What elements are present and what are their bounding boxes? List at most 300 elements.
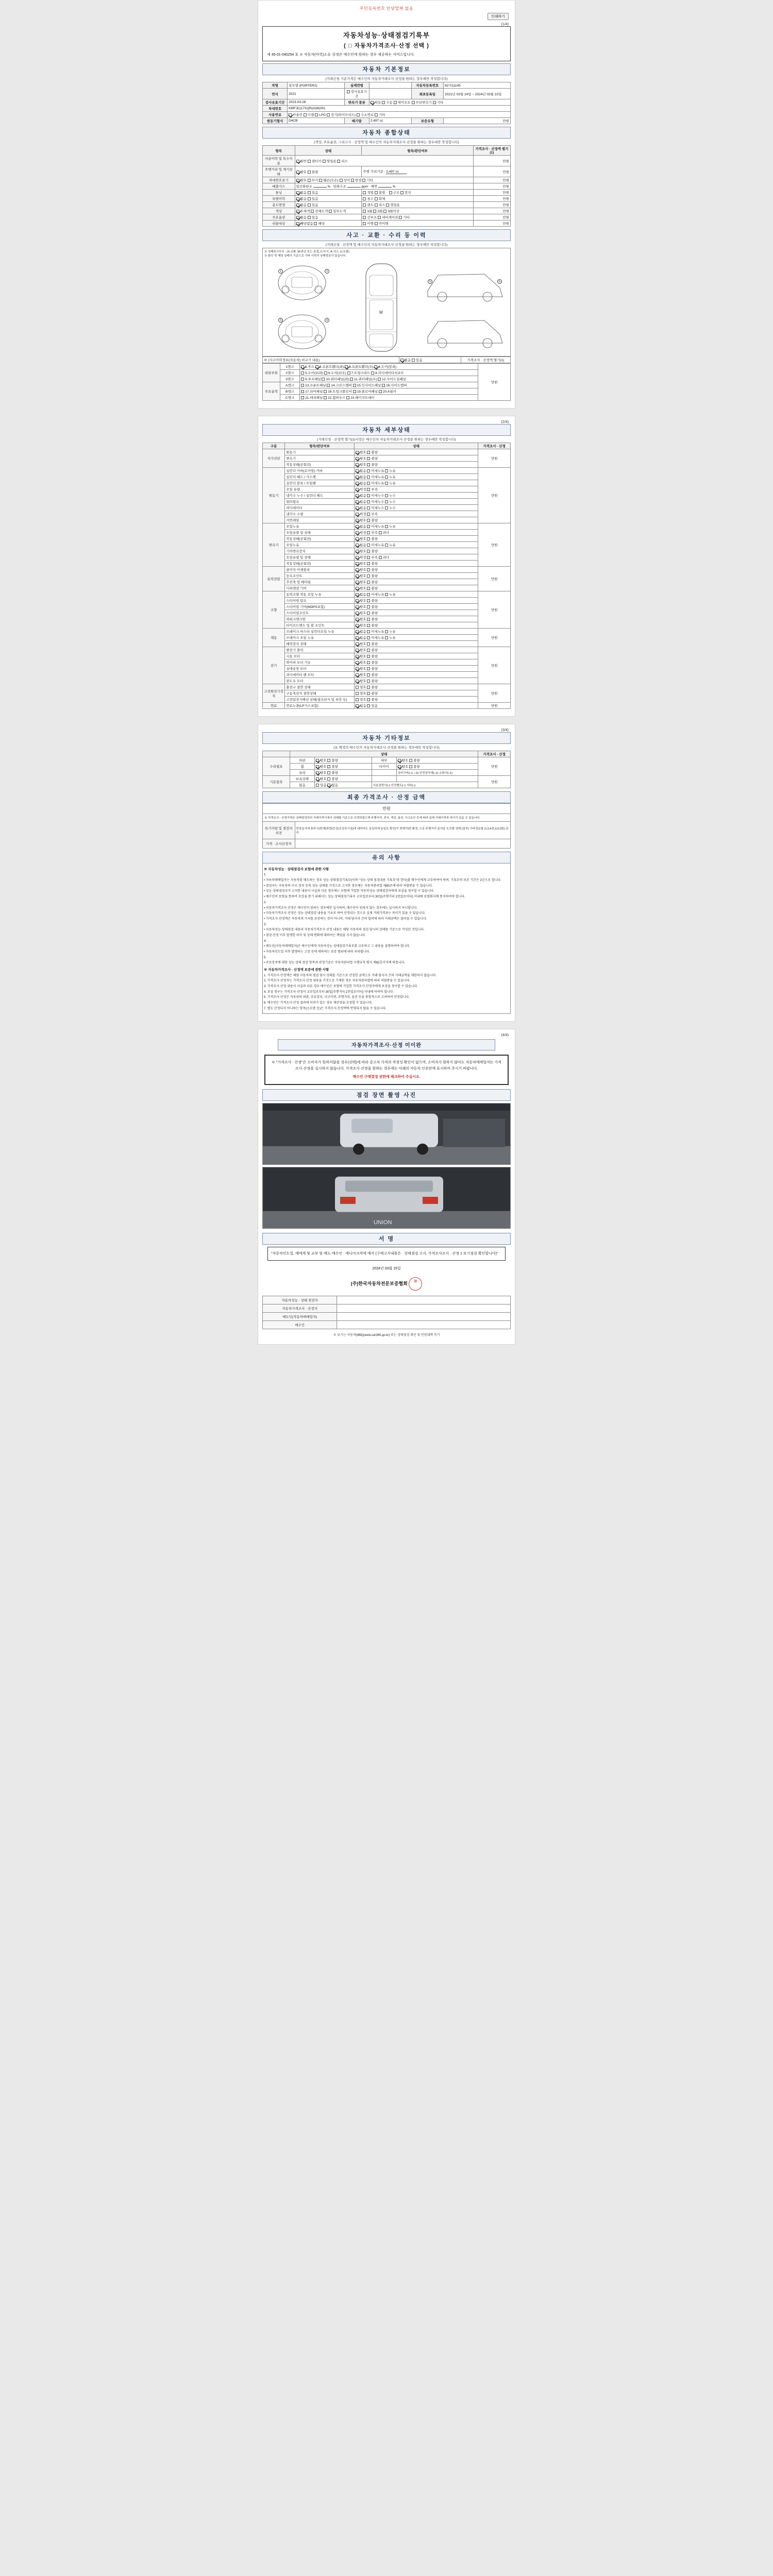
value-inspection-valid: 2023-03-28 <box>288 99 345 106</box>
checkbox-at-level-low[interactable] <box>367 531 370 534</box>
print-button[interactable]: 인쇄하기 <box>488 13 509 20</box>
checkbox-usage-normal[interactable] <box>296 160 299 163</box>
checkbox-tuning-device[interactable] <box>400 191 404 194</box>
checkbox-boil-leak[interactable] <box>385 636 388 639</box>
checkbox-mt-leak-none[interactable] <box>356 544 359 547</box>
checkbox-trunk-lid[interactable] <box>347 371 350 375</box>
checkbox-batt-bad[interactable] <box>367 692 370 695</box>
section-title-detail: 자동차 세부상태 <box>262 424 511 436</box>
checkbox-mt-idle-bad[interactable] <box>367 562 370 565</box>
checkbox-selfdiag-idle-good[interactable] <box>356 463 359 466</box>
checkbox-rear-panel[interactable] <box>301 390 304 393</box>
checkbox-rocker-none[interactable] <box>356 469 359 472</box>
detail-state-clutch: 양호 불량 <box>354 567 478 573</box>
checkbox-wheel-bad[interactable] <box>327 765 330 768</box>
caution-1-7: • 자동차가격조사·산정은 성능·상태점검 내용을 기초로 하여 산정되는 것으로 실제 거래가격과는 차이가 있을 수 있습니다. <box>264 912 426 916</box>
other-header-price: 가격조사 · 산정 <box>478 751 511 757</box>
detail-item-differential: 디퍼렌셜 기어 <box>285 585 355 591</box>
diagram-marker-3: 3 <box>278 318 283 323</box>
overall-row-emission-price: 만원 <box>473 183 510 190</box>
overall-row-color-label: 색상 <box>263 208 295 214</box>
checkbox-door-rl[interactable] <box>301 371 304 375</box>
caution-1-9: 3. <box>264 923 267 926</box>
checkbox-wiper-bad[interactable] <box>367 661 370 664</box>
detail-state-steering-joint: 양호 불량 <box>354 610 478 616</box>
checkbox-bmaster-micro[interactable] <box>367 630 370 633</box>
checkbox-at-leak-leak[interactable] <box>385 525 388 528</box>
checkbox-mileage-good[interactable] <box>296 171 299 174</box>
label-engine-type: 원동기형식 <box>263 118 288 124</box>
checkbox-wiper-good[interactable] <box>356 661 359 664</box>
checkbox-chargeport-bad[interactable] <box>367 686 370 689</box>
checkbox-fuel-lpg[interactable] <box>315 113 318 116</box>
checkbox-head-micro[interactable] <box>367 476 370 479</box>
detail-item-booster: 배력장치 상태 <box>285 641 355 647</box>
checkbox-kit-yes[interactable] <box>316 784 319 787</box>
sign-row-value-1[interactable] <box>337 1296 511 1304</box>
other-item-blank <box>372 776 396 782</box>
checkbox-selfdiag-engine-bad[interactable] <box>367 451 370 454</box>
checkbox-cross-member[interactable] <box>327 384 330 387</box>
detail-item-at-idle: 작동상태(공회전) <box>285 536 355 542</box>
checkbox-clutch-good[interactable] <box>356 568 359 571</box>
checkbox-block-leak[interactable] <box>385 482 388 485</box>
checkbox-option-none[interactable] <box>296 216 299 219</box>
detail-state-cv-joint: 양호 불량 <box>354 573 478 579</box>
checkbox-unused[interactable] <box>347 90 350 93</box>
checkbox-recall-yes[interactable] <box>314 222 317 225</box>
checkbox-a-pillar[interactable] <box>379 390 382 393</box>
checkbox-recall-na[interactable] <box>296 222 299 225</box>
detail-state-idle: 양호 불량 <box>354 462 478 468</box>
checkbox-mt-idle-good[interactable] <box>356 562 359 565</box>
emission-co-value <box>313 187 327 188</box>
detail-state-fuel-leak: 없음 있음 <box>354 703 478 709</box>
transmission-choices: 자동 수동 세미오토 무단변속기 기타 <box>369 99 510 106</box>
page-mark-1: (1/4) <box>501 23 509 26</box>
checkbox-outer-bad[interactable] <box>327 759 330 762</box>
section-title-cautions: 유의 사항 <box>262 852 511 863</box>
detail-state-engine: 양호 불량 <box>354 449 478 455</box>
other-item-glass: 유리 <box>290 770 314 776</box>
checkbox-hvwire-bad[interactable] <box>367 698 370 701</box>
checkbox-head-leak[interactable] <box>385 476 388 479</box>
checkbox-side-member[interactable] <box>382 384 385 387</box>
checkbox-front-fender-l[interactable] <box>315 365 318 368</box>
overall-row-special-price: 만원 <box>473 196 510 202</box>
checkbox-roof-panel[interactable] <box>301 378 304 381</box>
checkbox-usechange-rent[interactable] <box>363 204 366 207</box>
detail-item-cv-joint: 등속조인트 <box>285 573 355 579</box>
checkbox-radiator-none[interactable] <box>356 506 359 510</box>
checkbox-diff-good[interactable] <box>356 587 359 590</box>
detail-item-block-oilpan: 실린더 블록 / 오일팬 <box>285 480 355 486</box>
checkbox-rocker-leak[interactable] <box>385 469 388 472</box>
overall-row-mileage-choices: 양호 불량 <box>295 166 362 177</box>
checkbox-prop-bad[interactable] <box>367 581 370 584</box>
detail-item-engine: 원동기 <box>285 449 355 455</box>
checkbox-mt-leak-leak[interactable] <box>385 544 388 547</box>
detail-header-state: 상태 <box>354 443 478 449</box>
car-damage-diagram <box>262 259 511 357</box>
detail-item-clutch: 클러치 어셈블리 <box>285 567 355 573</box>
section-title-basic: 자동차 기본정보 <box>262 63 511 75</box>
checkbox-pump-none[interactable] <box>356 500 359 503</box>
checkbox-fan-bad[interactable] <box>367 673 370 676</box>
sign-row-value-2[interactable] <box>337 1304 511 1313</box>
checkbox-alt-bad[interactable] <box>367 649 370 652</box>
price-row-value-2 <box>295 839 510 849</box>
checkbox-at-leak-none[interactable] <box>356 525 359 528</box>
checkbox-at-idle-bad[interactable] <box>367 537 370 540</box>
checkbox-sgear-bad[interactable] <box>367 605 370 608</box>
checkbox-option-navi[interactable] <box>378 216 381 219</box>
checkbox-tuning-legal[interactable] <box>363 191 366 194</box>
checkbox-at-leak-micro[interactable] <box>367 525 370 528</box>
checkbox-vin-damage[interactable] <box>319 179 322 182</box>
overall-row-special-label: 특별이력 <box>263 196 295 202</box>
checkbox-outer-good[interactable] <box>316 759 319 762</box>
detail-state-water-pump: 없음 미세누수 누수 <box>354 499 478 505</box>
checkbox-fuel-hybrid[interactable] <box>327 113 330 116</box>
checkbox-option-sunroof[interactable] <box>363 216 366 219</box>
checkbox-booster-good[interactable] <box>356 642 359 646</box>
checkbox-selfdiag-trans-bad[interactable] <box>367 457 370 460</box>
checkbox-color-original[interactable] <box>296 210 299 213</box>
checkbox-prop-good[interactable] <box>356 581 359 584</box>
checkbox-tuning-none[interactable] <box>296 191 299 194</box>
checkbox-dash-panel[interactable] <box>301 396 304 399</box>
checkbox-chargeport-good[interactable] <box>356 686 359 689</box>
checkbox-usechange-none[interactable] <box>296 204 299 207</box>
checkbox-pump-micro[interactable] <box>367 500 370 503</box>
checkbox-at-idle-good[interactable] <box>356 537 359 540</box>
detail-state-alternator: 양호 불량 <box>354 647 478 653</box>
checkbox-head-none[interactable] <box>356 476 359 479</box>
checkbox-rail-good[interactable] <box>356 519 359 522</box>
detail-state-booster: 양호 불량 <box>354 641 478 647</box>
overall-row-recall-label: 리콜대상 <box>263 221 295 227</box>
cautions-head-1: ※ 자동차성능 · 상태점검자 보험에 관한 사항 <box>264 868 329 871</box>
checkbox-tuning-illegal[interactable] <box>375 191 378 194</box>
checkbox-quarter-r[interactable] <box>350 378 353 381</box>
checkbox-holding-bad[interactable] <box>327 777 330 781</box>
other-state-wheel: 양호 불량 <box>315 764 372 770</box>
checkbox-tire-bad[interactable] <box>409 765 412 768</box>
checkbox-fuel-gasoline[interactable] <box>289 113 292 116</box>
detail-item-alternator: 발전기 출력 <box>285 647 355 653</box>
caution-1-2: • 점검자는 자동차의 구조·장치 등의 성능·상태를 거짓으로 고지한 경우에는 자동차관리법 제80조에 따라 처벌받을 수 있습니다. <box>264 884 433 888</box>
checkbox-radiator-micro[interactable] <box>367 506 370 510</box>
checkbox-selfdiag-trans-good[interactable] <box>356 457 359 460</box>
checkbox-vin-diff[interactable] <box>340 179 343 182</box>
sign-row-value-3[interactable] <box>337 1313 511 1321</box>
other-item-holding: 보유상태 <box>290 776 314 782</box>
detail-item-fuel-leak: 연료누출(LP가스포함) <box>285 703 355 709</box>
caution-1-12: 4. <box>264 939 267 943</box>
detail-item-coolant-level: 냉각수 수량 <box>285 511 355 517</box>
checkbox-block-micro[interactable] <box>367 482 370 485</box>
other-group-repair: 수리필요 <box>263 757 290 776</box>
accident-note-1: ※ 상태표시부호 : (X:교환, W:판금 또는 용접, C:부식, A:사고, U:요철) <box>264 250 349 253</box>
checkbox-accident-yes[interactable] <box>412 359 415 362</box>
checkbox-transmission-etc[interactable] <box>433 101 436 104</box>
checkbox-front-fender-r[interactable] <box>345 365 348 368</box>
checkbox-recall-notdone[interactable] <box>375 222 378 225</box>
checkbox-hood[interactable] <box>301 365 304 368</box>
checkbox-tierod-good[interactable] <box>356 624 359 627</box>
checkbox-cv-good[interactable] <box>356 574 359 578</box>
label-transmission: 변속기 종류 <box>344 99 369 106</box>
value-warranty: 만원 <box>444 118 511 124</box>
checkbox-hvwire-good[interactable] <box>356 698 359 701</box>
sign-row-value-4[interactable] <box>337 1321 511 1329</box>
checkbox-color-1面[interactable] <box>363 210 366 213</box>
checkbox-coolant-leak[interactable] <box>385 494 388 497</box>
checkbox-pcrank-good[interactable] <box>356 618 359 621</box>
checkbox-tire-good[interactable] <box>398 765 401 768</box>
checkbox-glass-good[interactable] <box>316 771 319 774</box>
other-header-state: 상태 <box>290 751 478 757</box>
checkbox-spump-bad[interactable] <box>367 599 370 602</box>
checkbox-oil-low[interactable] <box>367 488 370 491</box>
checkbox-usage-lease[interactable] <box>337 160 340 163</box>
checkbox-vin-corrosion[interactable] <box>308 179 311 182</box>
checkbox-transmission-auto[interactable] <box>371 101 374 104</box>
checkbox-pcrank-bad[interactable] <box>367 618 370 621</box>
checkbox-front-panel[interactable] <box>301 384 304 387</box>
diagram-marker-4: 4 <box>325 318 329 323</box>
checkbox-door-rr[interactable] <box>324 371 327 375</box>
checkbox-tuning-yes[interactable] <box>308 191 311 194</box>
value-actual-value <box>369 82 411 89</box>
checkbox-trunk-floor[interactable] <box>324 390 327 393</box>
checkbox-mt-level-ok[interactable] <box>356 556 359 559</box>
checkbox-recall-done[interactable] <box>363 222 366 225</box>
page-1 <box>258 0 515 409</box>
checkbox-floor-panel[interactable] <box>353 390 356 393</box>
checkbox-ps-none[interactable] <box>356 593 359 596</box>
detail-state-table <box>262 443 511 709</box>
svg-text:M: M <box>379 310 383 315</box>
checkbox-fuel-diesel[interactable] <box>304 113 307 116</box>
checkbox-usechange-commercial[interactable] <box>386 204 389 207</box>
checkbox-special-none[interactable] <box>296 197 299 200</box>
checkbox-starter-good[interactable] <box>356 655 359 658</box>
checkbox-ps-micro[interactable] <box>367 593 370 596</box>
checkbox-window-good[interactable] <box>356 680 359 683</box>
checkbox-mt-leak-micro[interactable] <box>367 544 370 547</box>
checkbox-fuel-etc[interactable] <box>375 113 378 116</box>
overall-row-recall-choices: 해당없음 해당 <box>295 221 362 227</box>
checkbox-inner-good[interactable] <box>398 759 401 762</box>
checkbox-mt-shift-bad[interactable] <box>367 550 370 553</box>
checkbox-special-fire[interactable] <box>375 197 378 200</box>
checkbox-package-tray[interactable] <box>346 396 349 399</box>
final-price-note: ※ 가격조사 · 산정가격은 상태점검자의 거래가격기에서 상태를 기준으로 산정하였으며 주행거리, 연식, 색상, 옵션, 사고유무 등에 따라 실제 거래가격과 차이가 있을 수 있습니다. <box>263 814 511 822</box>
checkbox-batt-good[interactable] <box>356 692 359 695</box>
overall-row-tuning-price: 만원 <box>473 190 510 196</box>
page-2 <box>258 416 515 717</box>
checkbox-spump-good[interactable] <box>356 599 359 602</box>
value-model-year: 2021 <box>288 89 345 99</box>
fuel-choices: 가솔린 디젤 LPG 전기(하이브리드) 수소연료 기타 <box>288 112 511 118</box>
checkbox-kit-none[interactable] <box>327 784 330 787</box>
checkbox-window-bad[interactable] <box>367 680 370 683</box>
svg-text:UNION: UNION <box>374 1219 392 1226</box>
checkbox-wheel-house[interactable] <box>324 396 327 399</box>
checkbox-transmission-cvt[interactable] <box>412 101 415 104</box>
checkbox-blower-good[interactable] <box>356 667 359 670</box>
final-price-table <box>262 803 511 849</box>
price-choice-emph: 매수인 구매결정 권한에 체크하여 주십시오. <box>352 1075 421 1079</box>
checkbox-special-flood[interactable] <box>363 197 366 200</box>
detail-state-radiator: 없음 미세누수 누수 <box>354 505 478 511</box>
checkbox-oil-ok[interactable] <box>356 488 359 491</box>
detail-item-brake-master: 브레이크 마스터 실린더오일 누유 <box>285 629 355 635</box>
detail-header-group: 구분 <box>263 443 285 449</box>
detail-state-starter: 양호 불량 <box>354 653 478 659</box>
checkbox-radiator-leak[interactable] <box>385 506 388 510</box>
checkbox-wheel-good[interactable] <box>316 765 319 768</box>
checkbox-rail-bad[interactable] <box>367 519 370 522</box>
checkbox-fuelleak-yes[interactable] <box>367 704 370 707</box>
detail-item-starter: 시동 모터 <box>285 653 355 659</box>
detail-state-wiper: 양호 불량 <box>354 659 478 666</box>
caution-2-5: 6. 매수인은 가격조사·산정 결과에 이의가 있는 경우 재산정을 요청할 수 있습니다. <box>264 1001 373 1005</box>
checkbox-alt-good[interactable] <box>356 649 359 652</box>
checkbox-side-sill[interactable] <box>378 378 381 381</box>
checkbox-booster-bad[interactable] <box>367 642 370 646</box>
checkbox-inner-bad[interactable] <box>409 759 412 762</box>
checkbox-tierod-bad[interactable] <box>367 624 370 627</box>
checkbox-bmaster-none[interactable] <box>356 630 359 633</box>
checkbox-transmission-manual[interactable] <box>382 101 385 104</box>
cautions-body <box>262 863 511 1014</box>
checkbox-door-fl[interactable] <box>374 365 377 368</box>
checkbox-accident-none[interactable] <box>400 359 404 362</box>
checkbox-color-full[interactable] <box>311 210 314 213</box>
legend-rank-1: 1랭크 <box>280 364 299 370</box>
detail-header-price: 가격조사 · 산정 <box>478 443 511 449</box>
detail-item-brake-oil: 브레이크 오일 누유 <box>285 635 355 641</box>
checkbox-color-2面[interactable] <box>373 210 376 213</box>
legend-items-2: 5.도어(뒤좌) 6.도어(뒤우) 7.트렁크리드 8.라디에이터서포트 <box>300 370 478 376</box>
detail-item-idle: 작동상태(공회전) <box>285 462 355 468</box>
section-sub-overall: (색상, 주요옵션, 그리고시 · 산정액 및 매수인의 자동차거래조사·산정을 원하는 경우에만 작성합니다) <box>314 141 459 144</box>
checkbox-option-yes[interactable] <box>308 216 311 219</box>
checkbox-clutch-bad[interactable] <box>367 568 370 571</box>
checkbox-mt-level-over[interactable] <box>379 556 382 559</box>
legend-items-c: 21.대쉬패널 22.휠하우스 23.패키지트레이 <box>300 395 478 401</box>
section-sub-accident: (거래신청 · 산정액 및 매수인의 자동차거래조사·산정을 원하는 경우에만 작성합니다) <box>325 243 448 247</box>
checkbox-sjoint-good[interactable] <box>356 612 359 615</box>
checkbox-usechange-lease[interactable] <box>375 204 378 207</box>
checkbox-starter-bad[interactable] <box>367 655 370 658</box>
checkbox-holding-good[interactable] <box>316 777 319 781</box>
checkbox-vin-changed[interactable] <box>351 179 354 182</box>
detail-state-brake-master: 없음 미세누유 누유 <box>354 629 478 635</box>
checkbox-mileage-bad[interactable] <box>308 171 311 174</box>
checkbox-mt-level-low[interactable] <box>367 556 370 559</box>
checkbox-block-none[interactable] <box>356 482 359 485</box>
checkbox-rocker-micro[interactable] <box>367 469 370 472</box>
checkbox-coolantlevel-ok[interactable] <box>356 513 359 516</box>
checkbox-cv-bad[interactable] <box>367 574 370 578</box>
checkbox-at-level-over[interactable] <box>379 531 382 534</box>
checkbox-sjoint-bad[interactable] <box>367 612 370 615</box>
overall-row-color-detail: 1面 2面 3面이상 <box>362 208 473 214</box>
diagram-right-view <box>423 260 510 355</box>
checkbox-transmission-semi[interactable] <box>394 101 397 104</box>
other-item-inner: 내부 <box>372 757 396 764</box>
checkbox-ps-leak[interactable] <box>385 593 388 596</box>
checkbox-usechange-yes[interactable] <box>308 204 311 207</box>
detail-price-electric: 만원 <box>478 647 511 684</box>
other-item-tire: 타이어 <box>372 764 396 770</box>
checkbox-coolantlevel-low[interactable] <box>367 513 370 516</box>
checkbox-bmaster-leak[interactable] <box>385 630 388 633</box>
value-car-name: 창모델 (PORTER2) <box>288 82 345 89</box>
checkbox-special-yes[interactable] <box>308 197 311 200</box>
overall-row-usechange-price: 만원 <box>473 202 510 208</box>
page-4 <box>258 1029 515 1345</box>
checkbox-color-3面[interactable] <box>383 210 386 213</box>
checkbox-mt-shift-good[interactable] <box>356 550 359 553</box>
checkbox-fuelleak-none[interactable] <box>356 704 359 707</box>
detail-item-tie-rod: 타이로드엔드 및 볼 조인트 <box>285 622 355 629</box>
checkbox-boil-none[interactable] <box>356 636 359 639</box>
checkbox-boil-micro[interactable] <box>367 636 370 639</box>
checkbox-blower-bad[interactable] <box>367 667 370 670</box>
detail-item-power-crank: 파워크랭크암 <box>285 616 355 622</box>
checkbox-glass-bad[interactable] <box>327 771 330 774</box>
detail-state-block-oilpan: 없음 미세누유 누유 <box>354 480 478 486</box>
checkbox-vin-etc[interactable] <box>362 179 365 182</box>
caution-1-8: • 가격조사·산정액은 자동차의 가치를 보증하는 것이 아니며, 거래 당사자 간의 합의에 따라 거래금액은 달라질 수 있습니다. <box>264 917 427 921</box>
checkbox-quarter-l[interactable] <box>322 378 325 381</box>
checkbox-option-etc[interactable] <box>399 216 402 219</box>
legend-items-b: 17.리어패널 18.트렁크플로어 19.플로어패널 20.A필러 <box>300 388 478 395</box>
checkbox-coolant-micro[interactable] <box>367 494 370 497</box>
checkbox-vin-good[interactable] <box>296 179 299 182</box>
checkbox-sgear-good[interactable] <box>356 605 359 608</box>
checkbox-tuning-structure[interactable] <box>389 191 392 194</box>
checkbox-usage-rental[interactable] <box>308 160 311 163</box>
detail-group-steering: 조향 <box>263 591 285 629</box>
checkbox-fuel-hydrogen[interactable] <box>357 113 360 116</box>
checkbox-inside-panel[interactable] <box>353 384 356 387</box>
overall-row-tuning-label: 튜닝 <box>263 190 295 196</box>
value-first-reg: 2021년 03월 24일 ~ 2024년 03월 23일 <box>444 89 511 99</box>
checkbox-fan-good[interactable] <box>356 673 359 676</box>
title-line-3: 제 45-01-040254 호 ※ 자동차(마력)소유·상정은 매수인에 원하는 경우 제공하는 서비스입니다. <box>267 53 415 57</box>
checkbox-diff-bad[interactable] <box>367 587 370 590</box>
checkbox-at-level-ok[interactable] <box>356 531 359 534</box>
checkbox-coolant-none[interactable] <box>356 494 359 497</box>
other-header-group <box>263 751 290 757</box>
checkbox-selfdiag-engine-good[interactable] <box>356 451 359 454</box>
checkbox-selfdiag-idle-bad[interactable] <box>367 463 370 466</box>
detail-item-common-rail: 커먼레일 <box>285 517 355 523</box>
detail-state-steering-pump: 양호 불량 <box>354 598 478 604</box>
detail-item-ps-leak: 동력조향 작동 오일 누유 <box>285 591 355 598</box>
checkbox-usage-commercial[interactable] <box>323 160 326 163</box>
checkbox-pump-leak[interactable] <box>385 500 388 503</box>
checkbox-color-partial[interactable] <box>329 210 332 213</box>
caution-2-4: 5. 가격조사·산정은 자동차의 외관, 주요장치, 사고이력, 주행거리, 옵션 등을 종합적으로 고려하여 산정합니다. <box>264 996 410 999</box>
checkbox-radiator-support[interactable] <box>371 371 374 375</box>
